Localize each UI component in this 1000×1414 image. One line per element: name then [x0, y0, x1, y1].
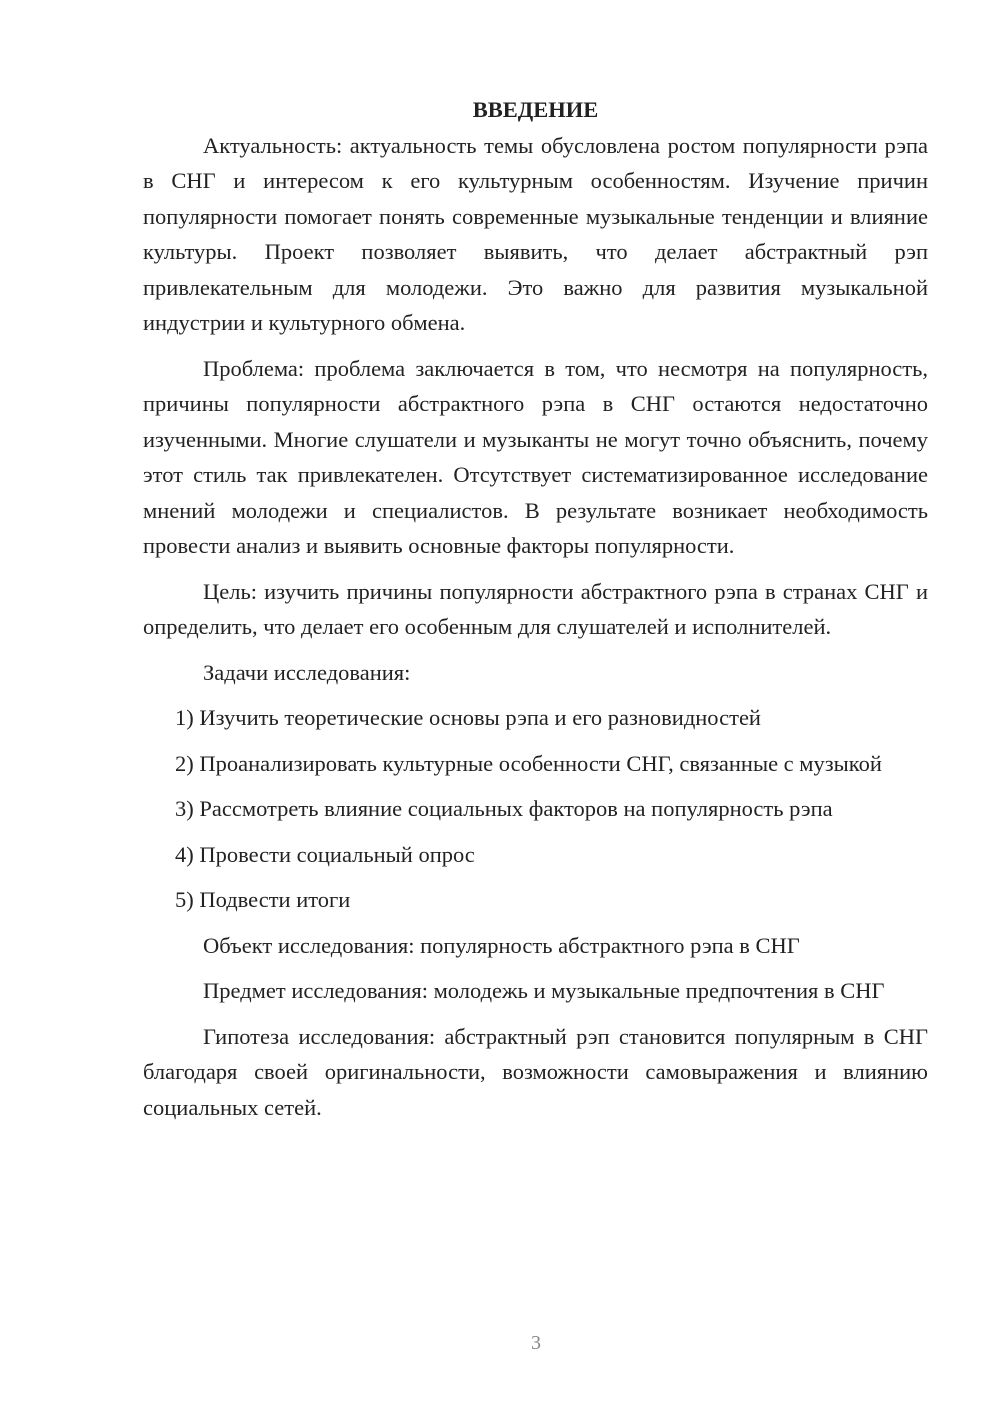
paragraph-relevance: Актуальность: актуальность темы обусловлена ростом популярности рэпа в СНГ и интересом к его культурным особенностям. Изучение причин популярности помогает понять современные музыкальные тенденции и влияние культуры. Проект позволяет выявить, что делает абстрактный рэп привлекательным для молодежи. Это важно для развития музыкальной индустрии и культурного обмена. — [143, 132, 928, 335]
page-title: ВВЕДЕНИЕ — [472, 97, 599, 122]
paragraph-tasks-heading: Задачи исследования: — [203, 659, 411, 685]
task-item-1: 1) Изучить теоретические основы рэпа и его разновидностей — [175, 705, 761, 730]
task-item-2: 2) Проанализировать культурные особенности СНГ, связанные с музыкой — [175, 750, 882, 776]
paragraph-hypothesis: Гипотеза исследования: абстрактный рэп становится популярным в СНГ благодаря своей оригинальности, возможности самовыражения и влиянию социальных сетей. — [143, 1023, 928, 1120]
paragraph-object: Объект исследования: популярность абстрактного рэпа в СНГ — [203, 932, 800, 958]
paragraph-goal: Цель: изучить причины популярности абстрактного рэпа в странах СНГ и определить, что делает его особенным для слушателей и исполнителей. — [143, 578, 928, 639]
task-item-3: 3) Рассмотреть влияние социальных факторов на популярность рэпа — [175, 796, 833, 821]
page-number: 3 — [531, 1332, 541, 1354]
task-item-5: 5) Подвести итоги — [175, 887, 351, 912]
page-content — [143, 92, 928, 1125]
task-item-4: 4) Провести социальный опрос — [175, 841, 475, 867]
paragraph-subject: Предмет исследования: молодежь и музыкальные предпочтения в СНГ — [203, 978, 885, 1003]
paragraph-problem: Проблема: проблема заключается в том, что несмотря на популярность, причины популярности абстрактного рэпа в СНГ остаются недостаточно изученными. Многие слушатели и музыканты не могут точно объяснить, почему этот стиль так привлекателен. Отсутствует систематизированное исследование мнений молодежи и специалистов. В результате возникает необходимость провести анализ и выявить основные факторы популярности. — [143, 355, 928, 558]
